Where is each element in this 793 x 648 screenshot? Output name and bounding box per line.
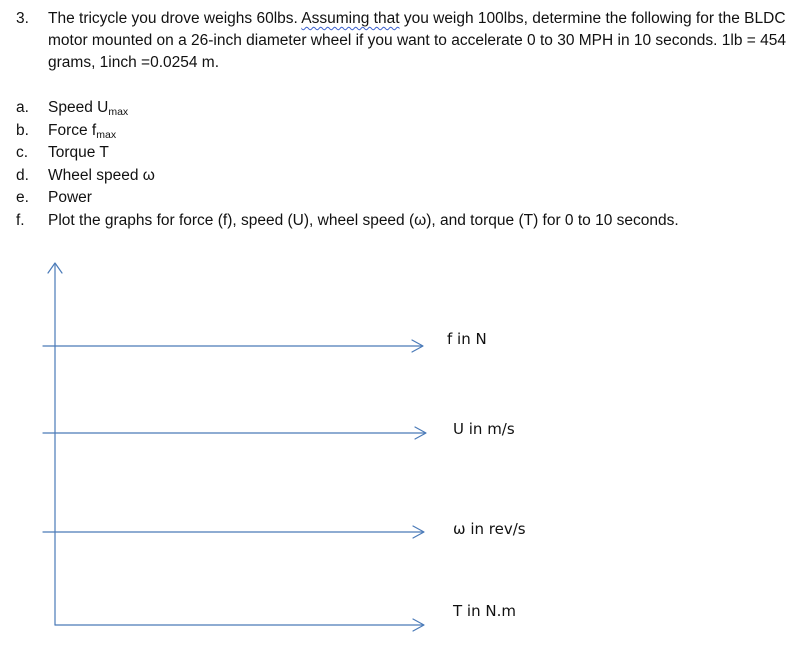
part-a-subscript: max xyxy=(108,106,129,118)
part-letter: e. xyxy=(16,189,29,206)
part-letter: f. xyxy=(16,211,25,229)
part-b-subscript: max xyxy=(96,128,117,141)
part-text: Torque T xyxy=(48,144,109,161)
problem-text-end: you weigh 100lbs, determine the following for the BLDC motor mounted on a 26-inch diameter wheel if you want to accelerate 0 to 30 MPH in 10 seconds. 1lb = 454 grams, 1inch =0.0254 m. xyxy=(48,10,786,71)
torque-axis-label: T in N.m xyxy=(453,602,516,620)
wheel-speed-axis-label: ω in rev/s xyxy=(453,520,526,538)
part-text: Wheel speed ω xyxy=(48,166,155,184)
speed-axis-label: U in m/s xyxy=(453,420,515,438)
part-letter: c. xyxy=(16,144,29,161)
part-text: Power xyxy=(48,189,92,206)
grammar-flagged-text: Assuming that xyxy=(301,10,400,27)
part-b-label: Force f xyxy=(48,121,97,139)
problem-text-start: The tricycle you drove weighs 60lbs. xyxy=(48,10,302,27)
part-text: Plot the graphs for force (f), speed (U), wheel speed (ω), and torque (T) for 0 to 10 seconds. xyxy=(48,211,679,229)
part-a-label: Speed U xyxy=(48,99,109,116)
part-letter: a. xyxy=(16,99,29,116)
part-letter: d. xyxy=(16,166,29,184)
force-axis-label: f in N xyxy=(447,330,487,348)
problem-number: 3. xyxy=(16,10,29,27)
part-letter: b. xyxy=(16,121,29,139)
